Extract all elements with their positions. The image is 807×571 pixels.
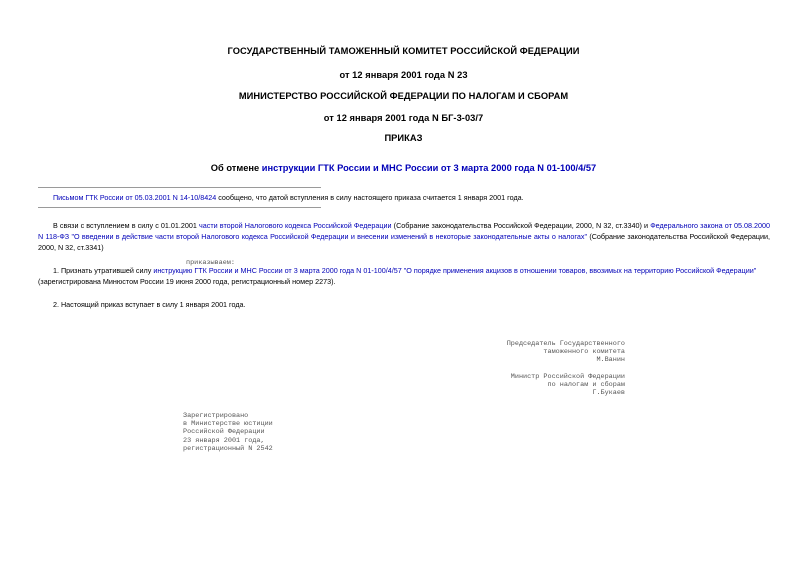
title-prefix: Об отмене xyxy=(210,163,262,173)
signature-customs-line1: Председатель Государственного xyxy=(506,340,625,348)
registration-line1: Зарегистрировано xyxy=(183,412,249,420)
page-title xyxy=(0,163,807,173)
order-item-2: 2. Настоящий приказ вступает в силу 1 января 2001 года. xyxy=(53,300,246,309)
note-divider-top xyxy=(38,187,321,188)
instruction-link[interactable]: инструкцию ГТК России и МНС России от 3 марта 2000 года N 01-100/4/57 "О порядке применения акцизов в отношении товаров, ввозимых на территорию Российской Федерации" xyxy=(153,266,757,275)
preamble-paragraph xyxy=(38,221,770,253)
item1-text-2: (зарегистрирована Минюстом России 19 июня 2000 года, регистрационный номер 2273). xyxy=(38,276,336,286)
note-text: сообщено, что датой вступления в силу настоящего приказа считается 1 января 2001 года. xyxy=(216,193,524,202)
signature-tax-line3: Г.Букаев xyxy=(592,389,625,398)
preamble-text-3: (Собрание законодательства Российской Федерации, 2000, N 32, ст.3341) xyxy=(38,231,770,252)
signature-tax-line2: по налогам и сборам xyxy=(547,381,625,390)
registration-block xyxy=(183,412,273,453)
signature-customs xyxy=(507,340,625,365)
editorial-note xyxy=(53,193,524,202)
note-letter-link[interactable]: Письмом ГТК России от 05.03.2001 N 14-10/8424 xyxy=(53,193,217,202)
signature-customs-line2: таможенного комитета xyxy=(543,348,625,357)
signature-tax xyxy=(511,373,625,398)
order-word: приказываем: xyxy=(186,259,235,267)
agency-name-customs: ГОСУДАРСТВЕННЫЙ ТАМОЖЕННЫЙ КОМИТЕТ РОССИЙСКОЙ ФЕДЕРАЦИИ xyxy=(227,46,580,56)
registration-line2: в Министерстве юстиции xyxy=(183,420,273,429)
preamble-text-2: (Собрание законодательства Российской Федерации, 2000, N 32, ст.3340) и xyxy=(391,221,651,230)
signature-customs-line3: М.Ванин xyxy=(596,356,625,365)
registration-line4: 23 января 2001 года, xyxy=(183,436,265,445)
registration-line5: регистрационный N 2542 xyxy=(183,444,273,453)
tax-order-date: от 12 января 2001 года N БГ-3-03/7 xyxy=(323,113,484,123)
federal-law-link[interactable]: Федерального закона от 05.08.2000 N 118-ФЗ "О введении в действие части второй Налогового кодекса Российской Федерации и внесении изменений в некоторые законодательные акты о налогах" xyxy=(38,221,771,241)
document-type: ПРИКАЗ xyxy=(384,133,423,143)
item1-text-1: 1. Признать утратившей силу xyxy=(53,266,154,275)
agency-name-tax: МИНИСТЕРСТВО РОССИЙСКОЙ ФЕДЕРАЦИИ ПО НАЛОГАМ И СБОРАМ xyxy=(238,91,569,101)
preamble-text-1: В связи с вступлением в силу с 01.01.2001 xyxy=(53,221,200,230)
tax-code-link[interactable]: части второй Налогового кодекса Российской Федерации xyxy=(199,221,392,230)
order-item-1 xyxy=(38,266,770,288)
signature-tax-line1: Министр Российской Федерации xyxy=(510,373,625,381)
title-link[interactable]: инструкции ГТК России и МНС России от 3 марта 2000 года N 01-100/4/57 xyxy=(261,163,597,173)
registration-line3: Российской Федерации xyxy=(183,428,265,437)
customs-order-date: от 12 января 2001 года N 23 xyxy=(339,70,468,80)
note-divider-bottom xyxy=(38,207,321,208)
